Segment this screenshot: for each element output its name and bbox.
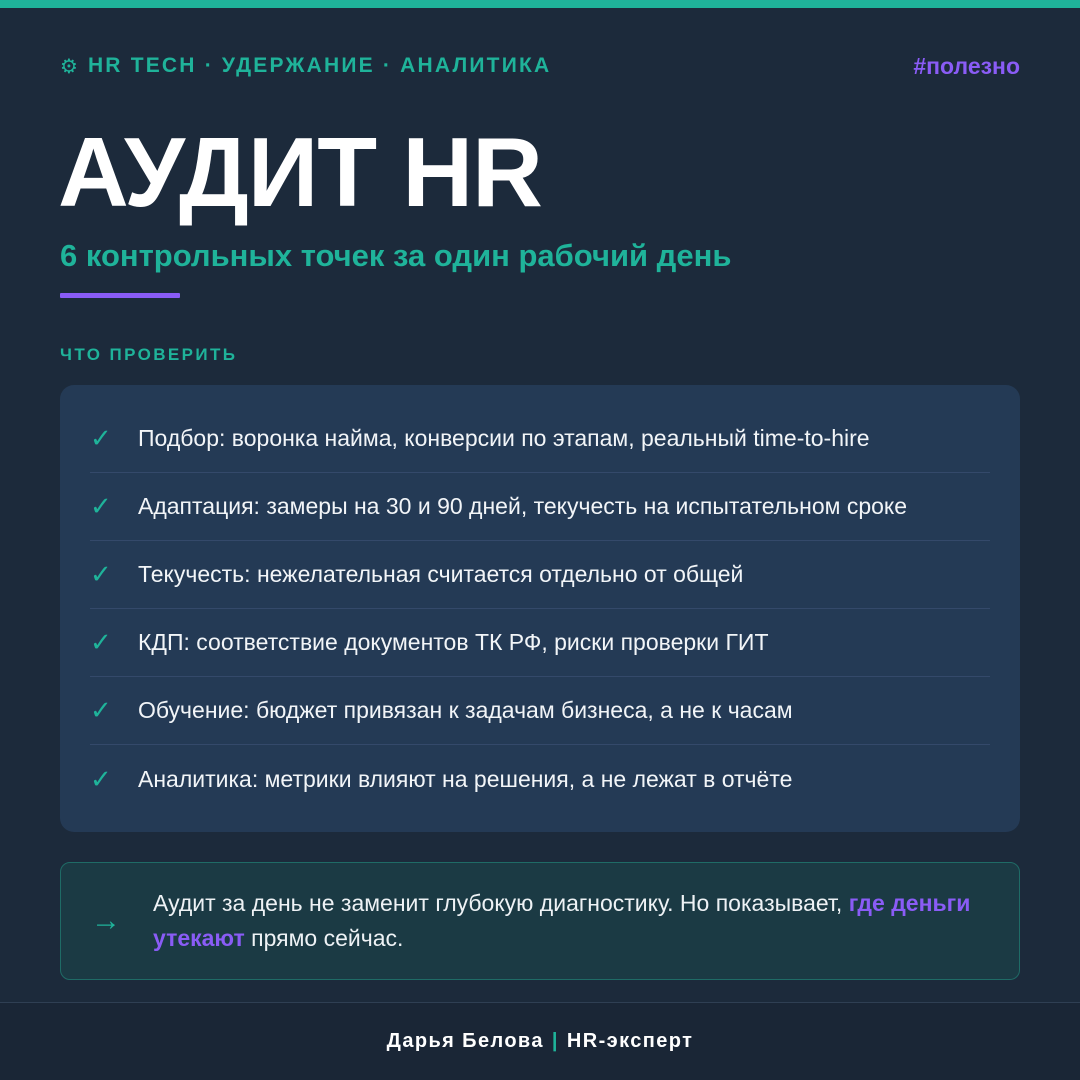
page-title: АУДИТ HR: [58, 117, 542, 227]
checkmark-icon: ✓: [90, 559, 112, 589]
checkmark-icon: ✓: [90, 695, 112, 725]
topic-tags: [60, 54, 551, 79]
author-role: HR-эксперт: [566, 1030, 694, 1052]
list-item-text: Аналитика: метрики влияют на решения, а не лежат в отчёте: [138, 765, 793, 792]
list-item-text: Текучесть: нежелательная считается отдельно от общей: [138, 561, 744, 587]
topic-tags-text: HR TECH · УДЕРЖАНИЕ · АНАЛИТИКА: [87, 54, 552, 77]
accent-divider: [60, 293, 180, 298]
checkmark-icon: ✓: [90, 491, 112, 521]
callout-text-end: прямо сейчас.: [244, 925, 404, 951]
arrow-right-icon: →: [91, 904, 121, 937]
top-accent-bar: [0, 0, 1080, 8]
list-item: [90, 405, 990, 473]
checkmark-icon: ✓: [90, 423, 112, 453]
author-name: Дарья Белова: [386, 1030, 544, 1052]
checkmark-icon: ✓: [90, 627, 112, 657]
footer-separator: |: [551, 1030, 559, 1052]
list-item-text: КДП: соответствие документов ТК РФ, риски проверки ГИТ: [138, 629, 769, 655]
list-item-text: Подбор: воронка найма, конверсии по этапам, реальный time-to-hire: [138, 425, 870, 451]
list-item: [90, 473, 990, 541]
page-subtitle: 6 контрольных точек за один рабочий день: [60, 238, 732, 273]
callout-highlight: где деньги утекают: [153, 890, 971, 951]
checklist-card: [60, 385, 1020, 832]
list-item-text: Адаптация: замеры на 30 и 90 дней, текучесть на испытательном сроке: [138, 493, 908, 519]
hashtag: #полезно: [913, 52, 1020, 79]
section-label: ЧТО ПРОВЕРИТЬ: [60, 345, 238, 364]
header-row: [60, 52, 1020, 80]
gear-icon: ⚙: [60, 55, 78, 78]
callout-text-start: Аудит за день не заменит глубокую диагностику. Но показывает,: [153, 890, 849, 916]
footer-signature: [0, 1002, 1080, 1080]
callout-text: [153, 886, 989, 956]
list-item: [90, 541, 990, 609]
list-item: [90, 609, 990, 677]
list-item-text: Обучение: бюджет привязан к задачам бизнеса, а не к часам: [138, 697, 793, 723]
callout-note: [60, 862, 1020, 980]
checkmark-icon: ✓: [90, 763, 112, 794]
list-item: [90, 677, 990, 745]
list-item: [90, 745, 990, 813]
